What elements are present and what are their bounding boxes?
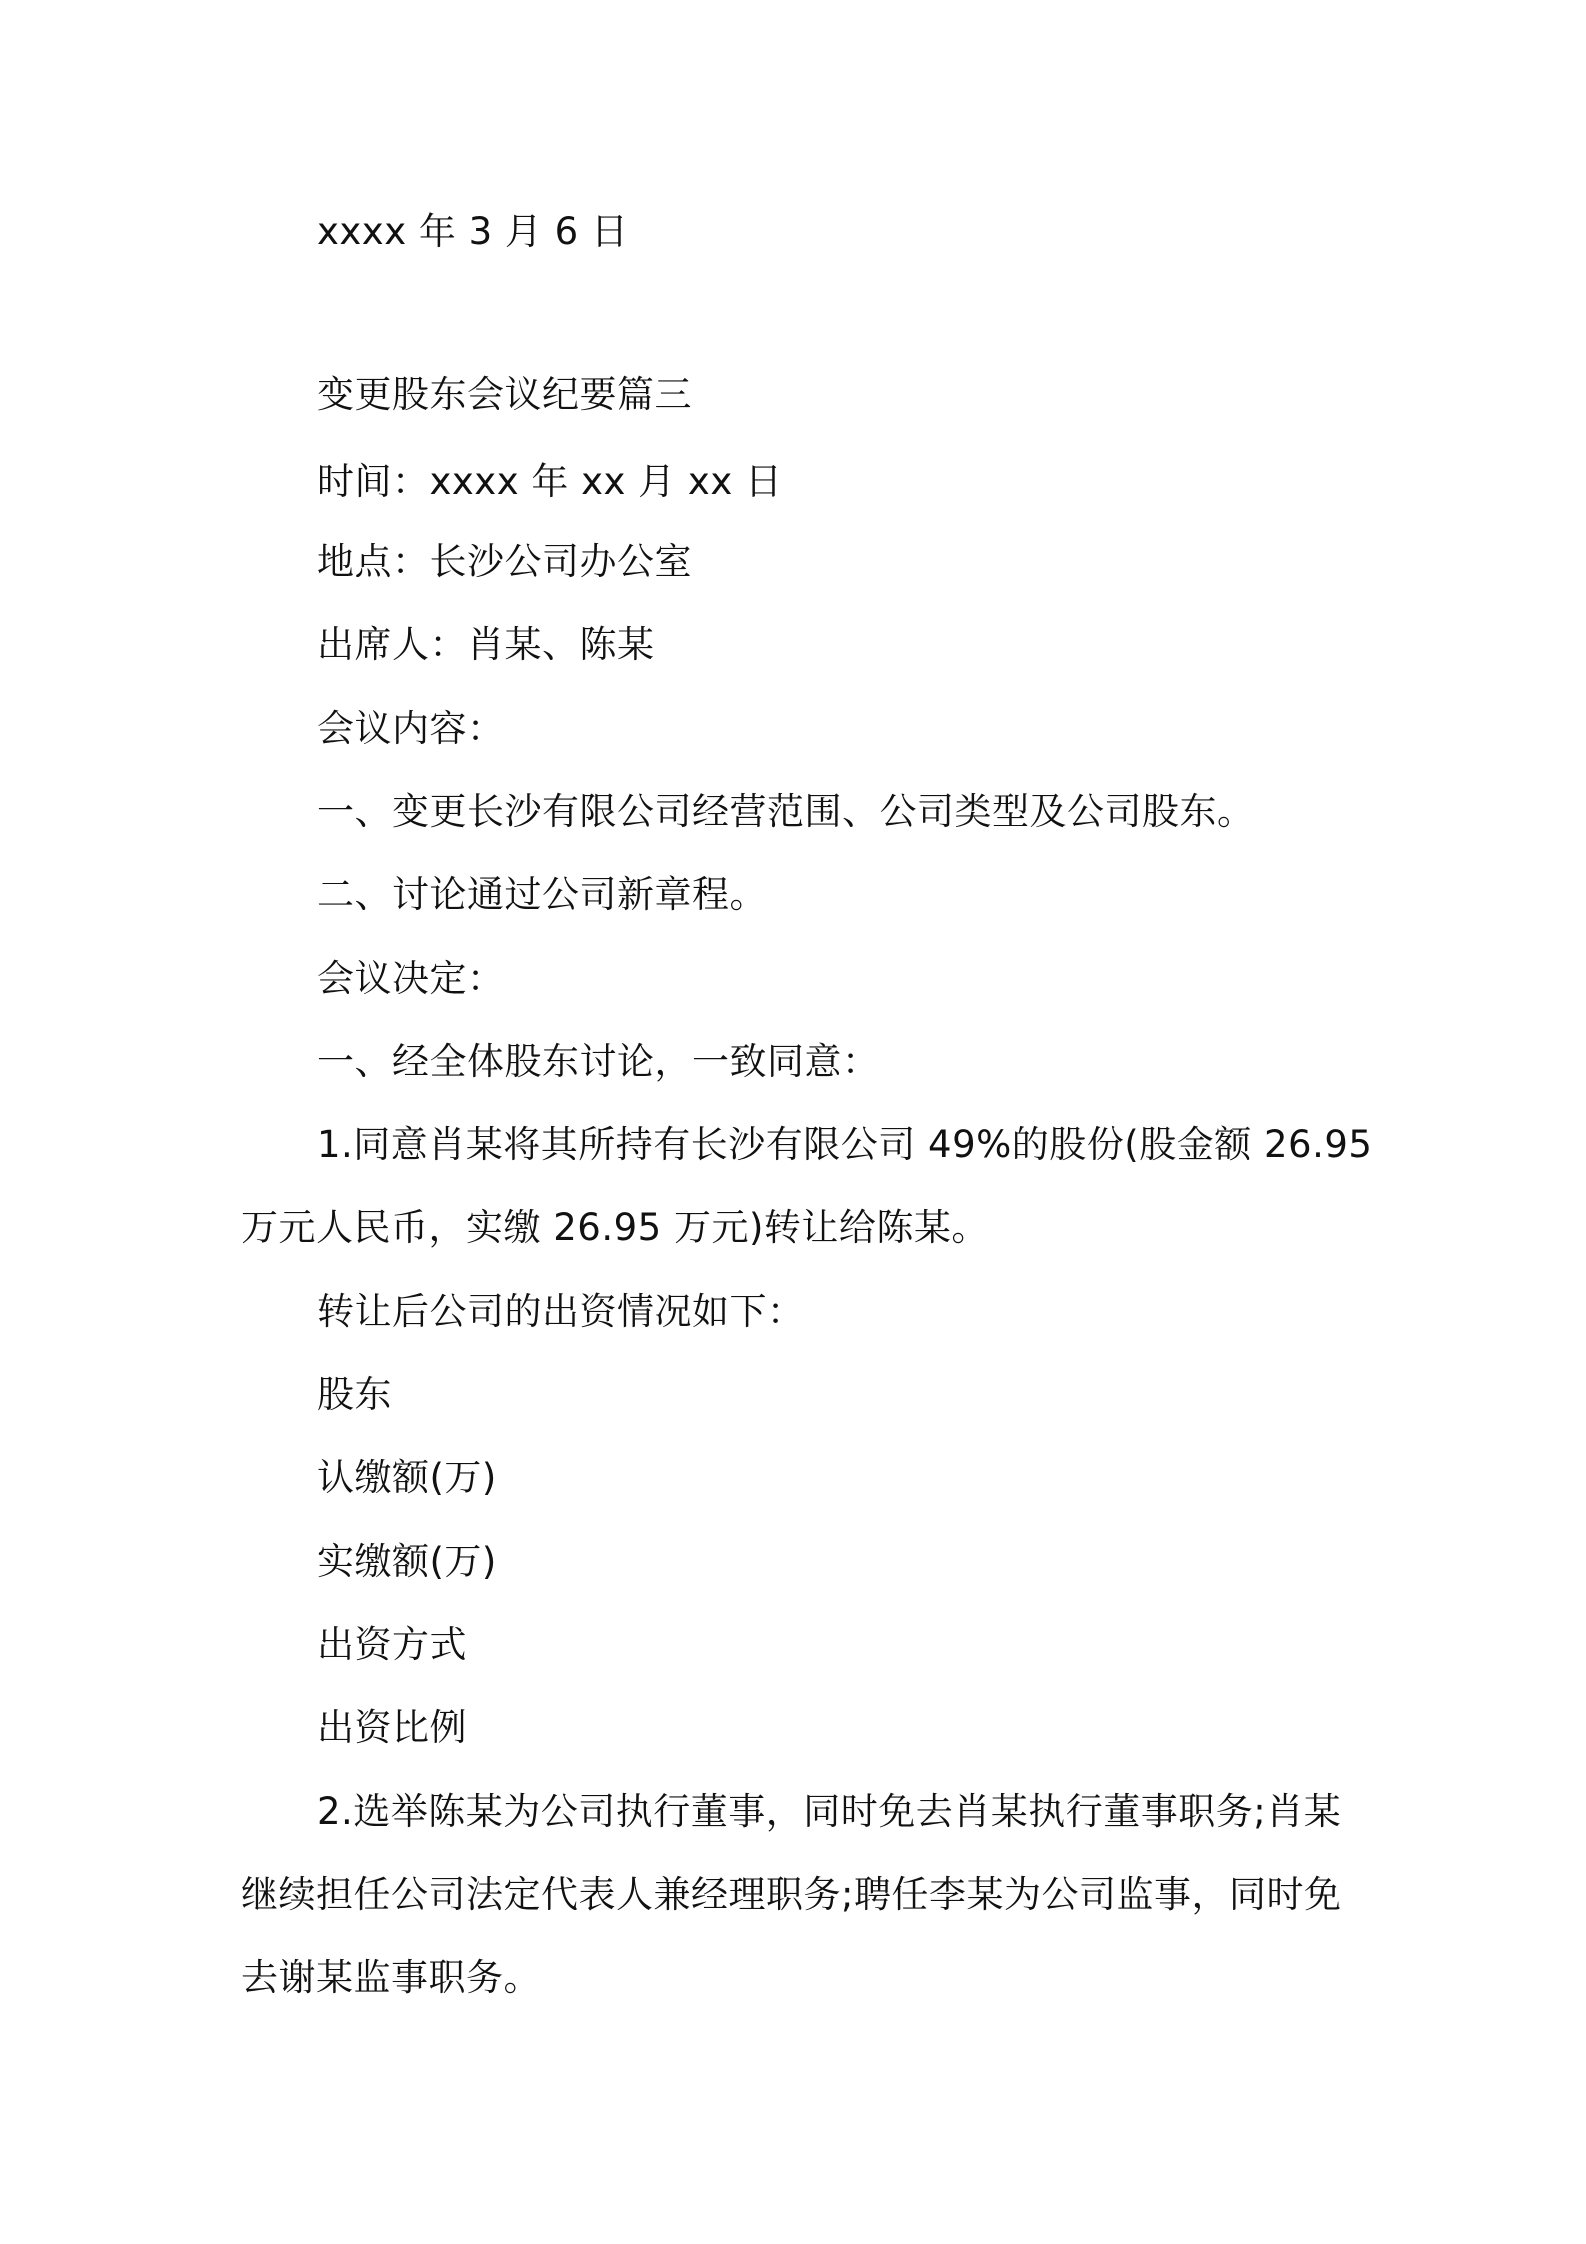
table-header-ratio: 出资比例 [317,1706,467,1749]
transfer-heading: 转让后公司的出资情况如下： [317,1290,805,1333]
decision-heading: 会议决定： [317,957,505,1000]
content-item: 二、讨论通过公司新章程。 [317,873,767,916]
decision-intro: 一、经全体股东讨论，一致同意： [317,1040,880,1083]
section-title: 变更股东会议纪要篇三 [317,373,692,416]
resolution-2-line: 2.选举陈某为公司执行董事，同时免去肖某执行董事职务;肖某 [317,1790,1342,1833]
resolution-1-line: 万元人民币，实缴 26.95 万元)转让给陈某。 [241,1206,989,1249]
content-item: 一、变更长沙有限公司经营范围、公司类型及公司股东。 [317,790,1255,833]
date-line: xxxx 年 3 月 6 日 [317,210,629,253]
resolution-2-line: 继续担任公司法定代表人兼经理职务;聘任李某为公司监事，同时免 [241,1873,1342,1916]
meeting-time: 时间：xxxx 年 xx 月 xx 日 [317,460,783,503]
table-header-method: 出资方式 [317,1623,467,1666]
meeting-attendees: 出席人：肖某、陈某 [317,623,655,666]
meeting-place: 地点：长沙公司办公室 [317,540,692,583]
table-header-subscribed: 认缴额(万) [317,1456,497,1499]
resolution-2-line: 去谢某监事职务。 [241,1956,541,1999]
content-heading: 会议内容： [317,707,505,750]
resolution-1-line: 1.同意肖某将其所持有长沙有限公司 49%的股份(股金额 26.95 [317,1123,1373,1166]
table-header-shareholder: 股东 [317,1373,392,1416]
table-header-paid: 实缴额(万) [317,1540,497,1583]
